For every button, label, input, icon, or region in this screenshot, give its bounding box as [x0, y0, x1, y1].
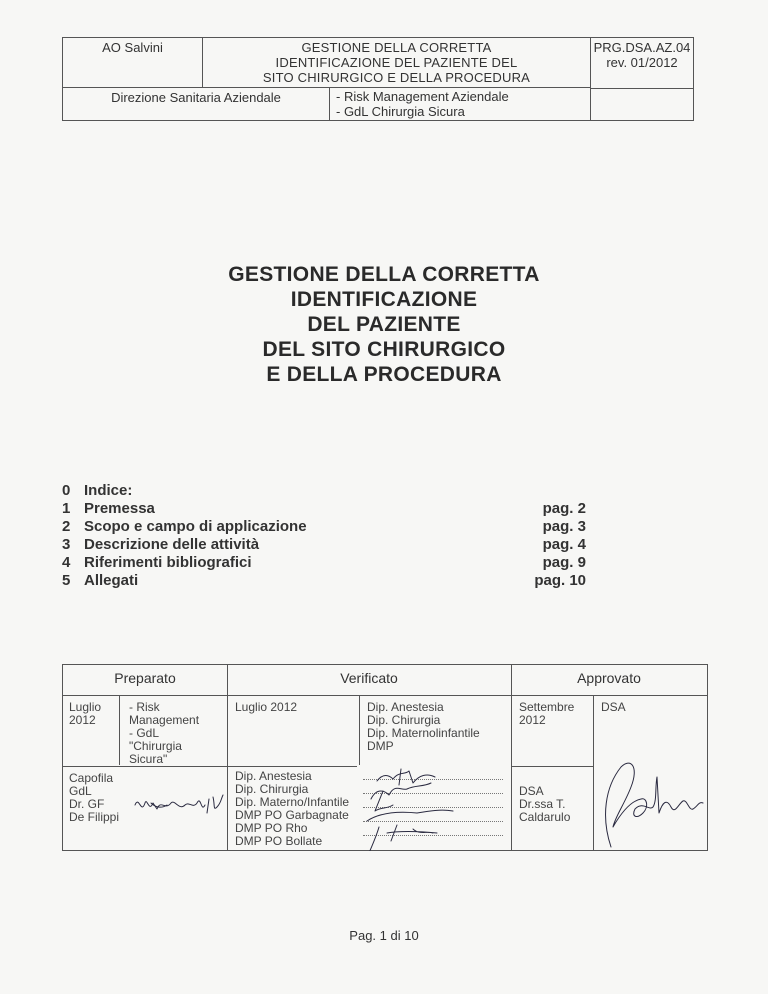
header-unit: - GdL Chirurgia Sicura — [336, 104, 465, 119]
header-title — [203, 38, 591, 88]
toc-page: pag. 10 — [534, 572, 586, 589]
toc-number: 3 — [62, 536, 71, 553]
verified-depts: Dip. Anestesia Dip. Chirurgia Dip. Maternolinfantile DMP — [367, 700, 480, 753]
toc-page: pag. 9 — [542, 554, 586, 571]
main-title-line: DEL SITO CHIRURGICO — [262, 338, 506, 361]
header-title-line: GESTIONE DELLA CORRETTA — [301, 40, 492, 55]
main-title-line: DEL PAZIENTE — [307, 313, 461, 336]
signature-approved — [591, 757, 709, 851]
prepared-date: Luglio 2012 — [69, 700, 102, 727]
signature-verified — [357, 761, 507, 851]
header-code — [591, 38, 693, 88]
approved-header: Approvato — [577, 670, 641, 686]
table-of-contents — [62, 482, 586, 590]
toc-number: 5 — [62, 572, 71, 589]
toc-label: Descrizione delle attività — [84, 536, 260, 553]
toc-row — [62, 518, 586, 536]
toc-label: Scopo e campo di applicazione — [84, 518, 307, 535]
doc-code: PRG.DSA.AZ.04 — [593, 40, 691, 55]
toc-label: Riferimenti bibliografici — [84, 554, 252, 571]
signature-prepared — [131, 785, 227, 825]
toc-row — [62, 500, 586, 518]
prepared-by: - Risk Management - GdL "Chirurgia Sicura" — [129, 700, 200, 766]
toc-row — [62, 572, 586, 590]
main-title-line: GESTIONE DELLA CORRETTA — [228, 263, 540, 286]
header-table — [62, 37, 694, 121]
prepared-header: Preparato — [114, 670, 176, 686]
header-units — [329, 88, 591, 120]
header-unit: - Risk Management Aziendale — [336, 89, 509, 104]
toc-number: 0 — [62, 482, 71, 499]
toc-page: pag. 3 — [542, 518, 586, 535]
toc-label: Premessa — [84, 500, 155, 517]
verified-signers: Dip. Anestesia Dip. Chirurgia Dip. Materno/Infantile DMP PO Garbagnate DMP PO Rho DMP PO Bollate — [235, 769, 350, 848]
toc-label: Indice: — [84, 482, 133, 499]
toc-row — [62, 536, 586, 554]
verified-header: Verificato — [340, 670, 398, 686]
approved-date: Settembre 2012 — [519, 700, 575, 727]
toc-page: pag. 2 — [542, 500, 586, 517]
toc-label: Allegati — [84, 572, 139, 589]
toc-row — [62, 482, 582, 500]
approval-table — [62, 664, 708, 851]
main-title-line: IDENTIFICAZIONE — [290, 288, 478, 311]
page-footer: Pag. 1 di 10 — [349, 928, 419, 943]
main-title — [184, 262, 584, 387]
header-title-line: SITO CHIRURGICO E DELLA PROCEDURA — [262, 70, 531, 85]
verified-date: Luglio 2012 — [235, 700, 298, 714]
main-title-line: E DELLA PROCEDURA — [266, 363, 502, 386]
toc-number: 1 — [62, 500, 71, 517]
approved-signer: DSA Dr.ssa T. Caldarulo — [519, 784, 571, 824]
prepared-signer: Capofila GdL Dr. GF De Filippi — [69, 771, 120, 824]
toc-number: 2 — [62, 518, 71, 535]
approved-by: DSA — [601, 700, 626, 714]
header-direction: Direzione Sanitaria Aziendale — [111, 90, 281, 105]
toc-number: 4 — [62, 554, 71, 571]
header-org: AO Salvini — [63, 38, 203, 88]
header-title-line: IDENTIFICAZIONE DEL PAZIENTE DEL — [275, 55, 518, 70]
toc-row — [62, 554, 586, 572]
toc-page: pag. 4 — [542, 536, 586, 553]
doc-revision: rev. 01/2012 — [606, 55, 678, 70]
